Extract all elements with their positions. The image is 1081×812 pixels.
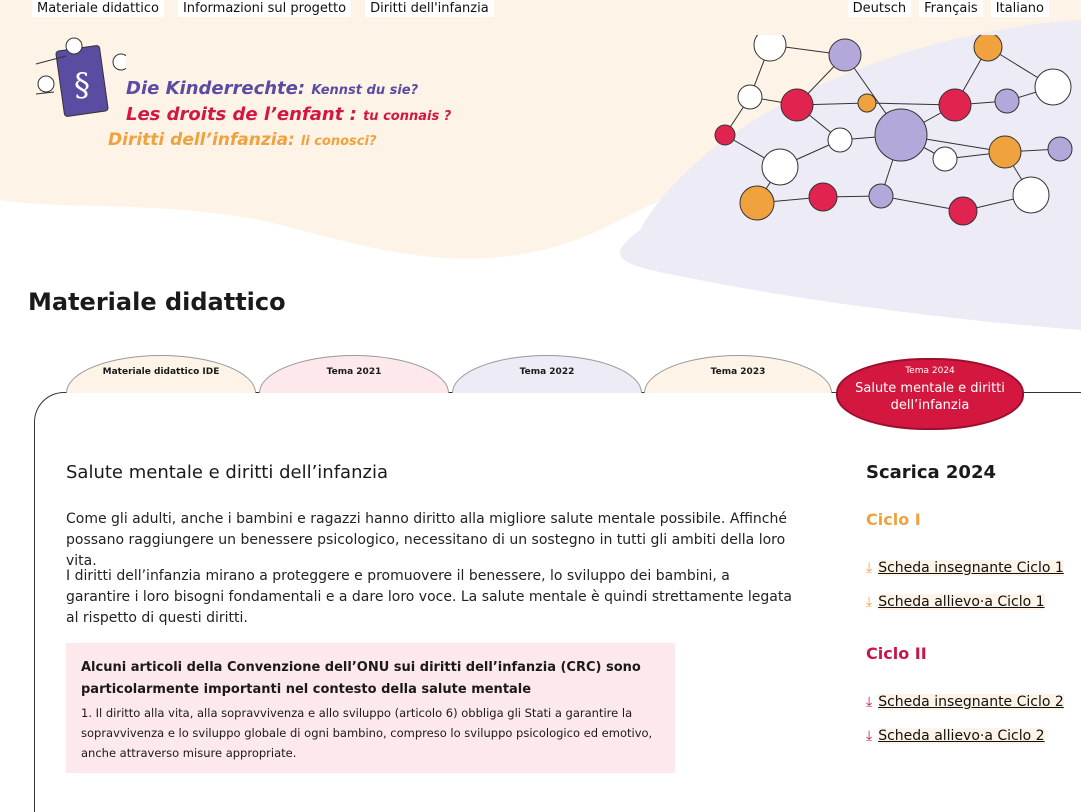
paragraph-2: I diritti dell’infanzia mirano a proteggere e promuovere il benessere, lo sviluppo dei bambini, a garantire i loro bisogni fondamentali e a dare loro voce. La salute mentale è quindi strettamente legata al rispetto di questi diritti. <box>66 568 792 626</box>
lang-fr[interactable]: Français <box>919 0 983 17</box>
smiley-face-icon <box>828 128 852 152</box>
site-logo[interactable] <box>26 34 452 154</box>
cycle-2-heading: Ciclo II <box>866 644 927 663</box>
tab-2022[interactable]: Tema 2022 <box>452 355 642 393</box>
download-teacher-cycle-2[interactable]: ⤓ Scheda insegnante Ciclo 2 <box>866 694 1064 710</box>
smiley-face-icon <box>738 85 762 109</box>
smiley-face-icon <box>1013 177 1049 213</box>
logo-fr: Les droits de l’enfant : tu connais ? <box>126 104 452 125</box>
tab-label: Salute mentale e diritti dell’infanzia <box>855 381 1005 413</box>
box-title: Alcuni articoli della Convenzione dell’ONU sui diritti dell’infanzia (CRC) sono particolarmente importanti nel contesto della salute mentale <box>81 660 641 697</box>
smiley-face-icon <box>809 183 837 211</box>
smiley-face-icon <box>858 94 876 112</box>
tab-year: Tema 2024 <box>905 366 955 376</box>
download-icon: ⤓ <box>866 694 873 710</box>
smiley-face-icon <box>995 89 1019 113</box>
smiley-face-icon <box>1048 137 1072 161</box>
download-icon: ⤓ <box>866 560 873 576</box>
main-nav <box>32 0 508 17</box>
smiley-face-icon <box>1035 69 1071 105</box>
logo-de: Die Kinderrechte: Kennst du sie? <box>126 78 419 99</box>
smiley-face-icon <box>939 89 971 121</box>
logo-it: Diritti dell’infanzia: li conosci? <box>108 130 377 150</box>
smiley-face-icon <box>715 125 735 145</box>
download-student-cycle-1[interactable]: ⤓ Scheda allievo·a Ciclo 1 <box>866 594 1045 610</box>
lang-de[interactable]: Deutsch <box>848 0 912 17</box>
nav-diritti[interactable]: Diritti dell'infanzia <box>365 0 494 17</box>
page-title: Materiale didattico <box>28 288 286 316</box>
book-children-icon <box>26 34 126 134</box>
smiley-face-icon <box>869 184 893 208</box>
smiley-face-icon <box>781 89 813 121</box>
tab-2021[interactable]: Tema 2021 <box>259 355 449 393</box>
smiley-face-icon <box>829 39 861 71</box>
language-switcher <box>842 0 1051 17</box>
children-network-illustration <box>705 35 1075 235</box>
smiley-face-icon <box>762 149 798 185</box>
cycle-1-heading: Ciclo I <box>866 510 921 529</box>
svg-text:§: § <box>74 66 90 104</box>
download-student-cycle-2[interactable]: ⤓ Scheda allievo·a Ciclo 2 <box>866 728 1045 744</box>
nav-materiale[interactable]: Materiale didattico <box>32 0 164 17</box>
section-heading: Salute mentale e diritti dell’infanzia <box>66 462 388 483</box>
smiley-face-icon <box>933 147 957 171</box>
download-icon: ⤓ <box>866 594 873 610</box>
smiley-face-icon <box>754 35 786 61</box>
downloads-title: Scarica 2024 <box>866 462 997 483</box>
download-icon: ⤓ <box>866 728 873 744</box>
tab-2023[interactable]: Tema 2023 <box>644 355 832 393</box>
smiley-face-icon <box>949 197 977 225</box>
smiley-face-icon <box>974 35 1002 61</box>
tab-2024-active[interactable] <box>836 358 1024 430</box>
box-text: 1. Il diritto alla vita, alla sopravvivenza e allo sviluppo (articolo 6) obbliga gli Stati a garantire la sopravvivenza e lo sviluppo globale di ogni bambino, compreso lo sviluppo psicologico ed emotivo, anche attraverso misure appropriate. <box>81 706 653 760</box>
crc-articles-box <box>66 643 675 773</box>
tab-materiale-ide[interactable]: Materiale didattico IDE <box>66 355 256 393</box>
smiley-face-icon <box>740 186 774 220</box>
smiley-face-icon <box>989 136 1021 168</box>
download-teacher-cycle-1[interactable]: ⤓ Scheda insegnante Ciclo 1 <box>866 560 1064 576</box>
lang-it[interactable]: Italiano <box>991 0 1049 17</box>
paragraph-1: Come gli adulti, anche i bambini e ragazzi hanno diritto alla migliore salute mentale possibile. Affinché possano raggiungere un benessere psicologico, necessitano di un sostegno in tutti gli ambiti della loro vita. <box>66 511 787 569</box>
smiley-face-icon <box>875 109 927 161</box>
nav-informazioni[interactable]: Informazioni sul progetto <box>178 0 351 17</box>
